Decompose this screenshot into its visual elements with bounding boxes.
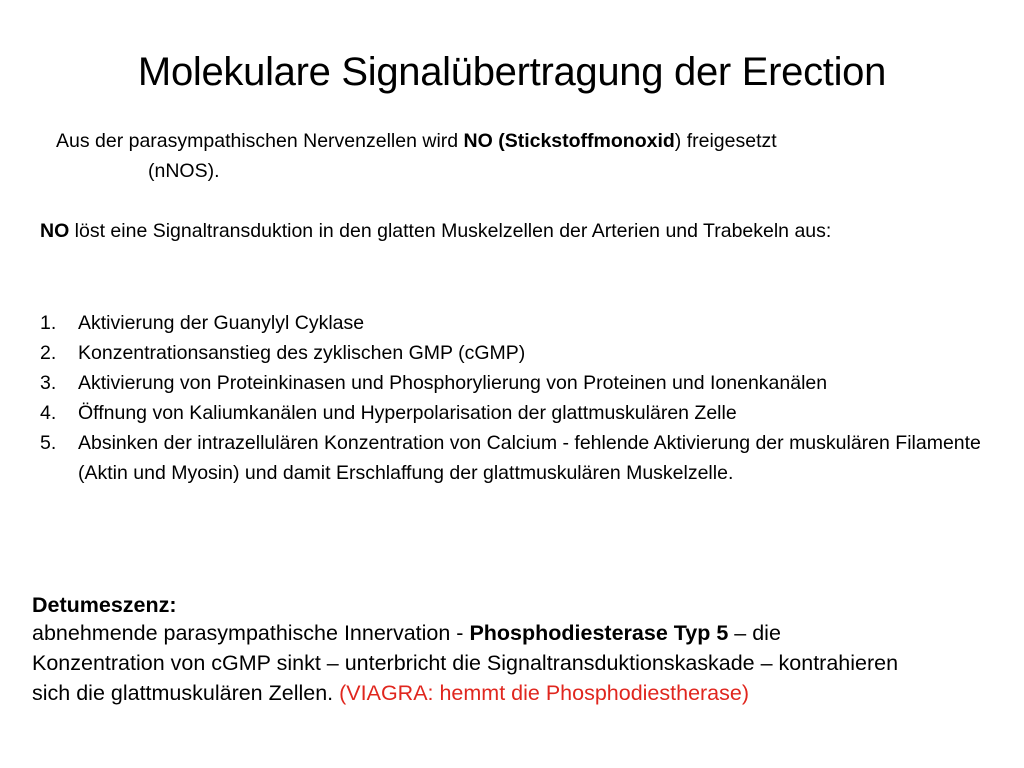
list-item — [40, 428, 990, 488]
transduction-text: löst eine Signaltransduktion in den glatten Muskelzellen der Arterien und Trabekeln aus: — [69, 220, 832, 242]
slide-title: Molekulare Signalübertragung der Erection — [137, 50, 887, 94]
detumeszenz-text-after: – die Konzentration von cGMP sinkt – unterbricht die Signaltransduktionskaskade – kontrahieren sich die glattmuskulären Zellen. — [32, 621, 899, 705]
step-number: 2. — [40, 342, 57, 364]
step-text: Aktivierung von Proteinkinasen und Phosphorylierung von Proteinen und Ionenkanälen — [78, 372, 828, 394]
detumeszenz-bold-term: Phosphodiesterase Typ 5 — [469, 621, 729, 645]
steps-list — [40, 308, 990, 488]
step-number: 3. — [40, 372, 57, 394]
step-number: 1. — [40, 312, 57, 334]
step-text: Konzentrationsanstieg des zyklischen GMP (cGMP) — [78, 342, 526, 364]
list-item — [40, 368, 990, 398]
list-item — [40, 308, 990, 338]
list-item — [40, 398, 990, 428]
intro-text-after: ) freigesetzt — [674, 130, 777, 152]
detumeszenz-heading: Detumeszenz: — [32, 593, 177, 617]
step-number: 5. — [40, 432, 57, 454]
detumeszenz-paragraph — [32, 618, 912, 708]
transduction-paragraph — [40, 216, 980, 246]
intro-text-before: Aus der parasympathischen Nervenzellen wird — [56, 130, 464, 152]
list-item — [40, 338, 990, 368]
intro-continuation: (nNOS). — [148, 160, 220, 182]
step-text: Aktivierung der Guanylyl Cyklase — [78, 312, 365, 334]
detumeszenz-text-before: abnehmende parasympathische Innervation - — [32, 621, 470, 645]
step-number: 4. — [40, 402, 57, 424]
viagra-note: (VIAGRA: hemmt die Phosphodiestherase) — [339, 681, 750, 705]
step-text: Absinken der intrazellulären Konzentration von Calcium - fehlende Aktivierung der muskulären Filamente (Aktin und Myosin) und damit Erschlaffung der glattmuskulären Muskelzelle. — [78, 432, 981, 484]
intro-bold-term: NO (Stickstoffmonoxid — [463, 130, 675, 152]
intro-paragraph — [56, 126, 956, 186]
transduction-bold-term: NO — [40, 220, 70, 242]
step-text: Öffnung von Kaliumkanälen und Hyperpolarisation der glattmuskulären Zelle — [78, 402, 737, 424]
